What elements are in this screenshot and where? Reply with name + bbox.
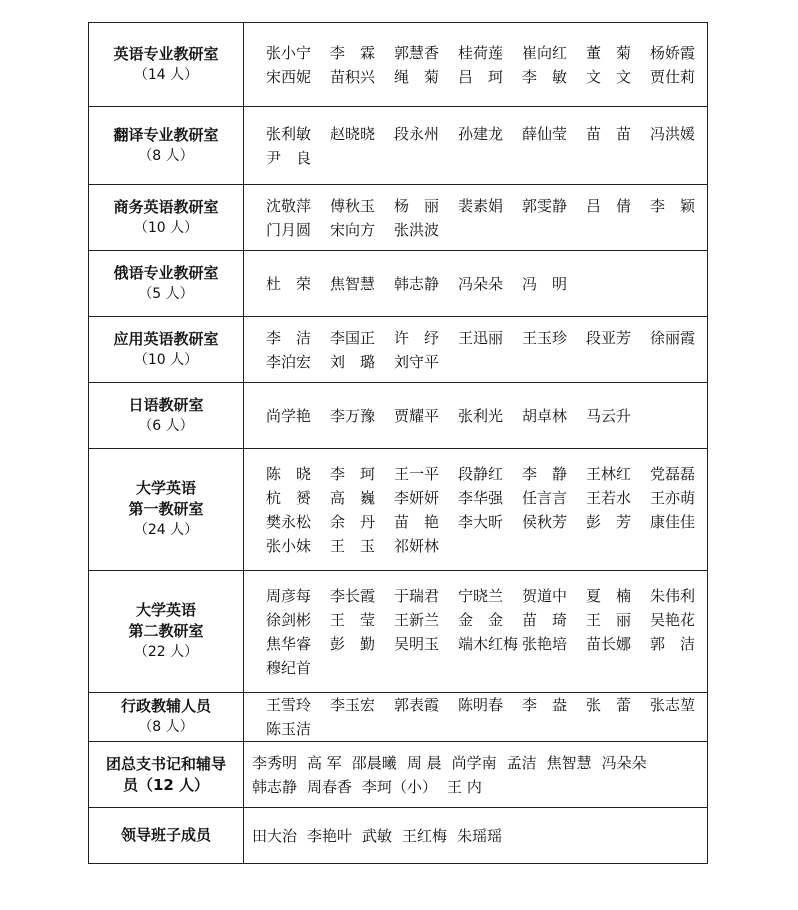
department-name: 翻译专业教研室 [113, 125, 219, 144]
member-line [266, 65, 701, 89]
member-line [252, 751, 701, 775]
department-cell [89, 449, 244, 571]
member-name: 冯 明 [522, 274, 568, 293]
members-cell [244, 23, 708, 107]
member-name: 赵晓晓 [330, 124, 376, 143]
member-name: 苗 苗 [586, 124, 632, 143]
member-line [266, 326, 701, 350]
member-line [266, 656, 701, 680]
member-name: 张小宁 [266, 43, 312, 62]
member-name: 杨娇霞 [650, 43, 696, 62]
member-name: 贾仕莉 [650, 67, 696, 86]
member-name: 樊永松 [266, 512, 312, 531]
member-name: 张小妹 [266, 536, 312, 555]
department-cell [89, 23, 244, 107]
member-line [266, 510, 701, 534]
member-line [266, 462, 701, 486]
member-name: 刘守平 [394, 352, 440, 371]
member-line [252, 775, 701, 799]
member-name: 武敏 [362, 826, 393, 845]
member-name: 孙建龙 [458, 124, 504, 143]
member-line [266, 404, 701, 428]
roster-row [89, 742, 708, 808]
members-cell [244, 251, 708, 317]
member-name: 董 菊 [586, 43, 632, 62]
member-name: 王 莹 [330, 610, 376, 629]
member-name: 贺道中 [522, 586, 568, 605]
member-name: 韩志静 [252, 777, 298, 796]
members-cell [244, 571, 708, 693]
member-name: 王一平 [394, 464, 440, 483]
member-count: （8 人） [138, 719, 194, 735]
roster-row [89, 317, 708, 383]
department-cell [89, 185, 244, 251]
member-name: 苗 艳 [394, 512, 440, 531]
member-name: 苗 琦 [522, 610, 568, 629]
roster-row [89, 808, 708, 864]
roster-row [89, 251, 708, 317]
members-cell [244, 449, 708, 571]
member-name: 陈玉洁 [266, 720, 312, 738]
member-name: 孟洁 [506, 753, 537, 772]
member-name: 吕 倩 [586, 196, 632, 215]
member-count: （14 人） [133, 66, 199, 83]
member-name: 张利光 [458, 406, 504, 425]
member-name: 余 丹 [330, 512, 376, 531]
department-cell [89, 571, 244, 693]
member-name: 王玉珍 [522, 328, 568, 347]
member-name: 桂荷莲 [458, 43, 504, 62]
member-name: 焦智慧 [330, 274, 376, 293]
department-cell [89, 251, 244, 317]
member-name: 焦华睿 [266, 634, 312, 653]
member-count: （5 人） [138, 285, 194, 302]
member-name: 徐剑彬 [266, 610, 312, 629]
roster-row [89, 693, 708, 742]
member-name: 康佳佳 [650, 512, 696, 531]
member-name: 高 军 [307, 753, 342, 772]
department-name: 第二教研室 [128, 622, 204, 640]
member-name: 李 盎 [522, 696, 568, 714]
member-name: 郭雯静 [522, 196, 568, 215]
member-name: 彭 勤 [330, 634, 376, 653]
member-name: 段静红 [458, 464, 504, 483]
member-name: 文 文 [586, 67, 632, 86]
member-name: 苗长娜 [586, 634, 632, 653]
department-name: 团总支书记和辅导 [105, 754, 226, 773]
roster-body [89, 23, 708, 864]
member-name: 任言言 [522, 488, 568, 507]
member-name: 李 颖 [650, 196, 696, 215]
member-name: 宋向方 [330, 220, 376, 239]
member-name: 朱瑶瑶 [457, 826, 503, 845]
member-name: 王若水 [586, 488, 632, 507]
member-line [266, 41, 701, 65]
member-line [266, 218, 701, 242]
department-name: 日语教研室 [128, 395, 204, 414]
department-name: 俄语专业教研室 [113, 263, 219, 282]
member-name: 彭 芳 [586, 512, 632, 531]
member-name: 徐丽霞 [650, 328, 696, 347]
member-line [266, 584, 701, 608]
member-name: 吴艳花 [650, 610, 696, 629]
member-line [266, 534, 701, 558]
member-name: 郭 洁 [650, 634, 696, 653]
member-name: 王 玉 [330, 536, 376, 555]
member-name: 李泊宏 [266, 352, 312, 371]
department-cell [89, 383, 244, 449]
department-name: 大学英语 [135, 601, 196, 619]
member-name: 陈明春 [458, 696, 504, 714]
member-name: 周 晨 [406, 753, 442, 772]
member-line [266, 717, 701, 741]
member-line [266, 608, 701, 632]
member-name: 陈 晓 [266, 464, 312, 483]
member-name: 李 洁 [266, 328, 312, 347]
member-name: 尚学艳 [266, 406, 312, 425]
member-name: 党磊磊 [650, 464, 696, 483]
member-line [252, 824, 701, 848]
member-line [266, 272, 701, 296]
member-name: 绳 菊 [394, 67, 440, 86]
roster-row [89, 449, 708, 571]
member-name: 周彦每 [266, 586, 312, 605]
member-name: 王雪玲 [266, 696, 312, 714]
roster-row [89, 23, 708, 107]
member-count: （22 人） [133, 644, 199, 660]
member-name: 胡卓林 [522, 406, 568, 425]
member-name: 王林红 [586, 464, 632, 483]
department-cell [89, 693, 244, 742]
member-name: 宁晓兰 [458, 586, 504, 605]
department-name: 员（12 人） [122, 775, 210, 794]
member-name: 金 金 [458, 610, 504, 629]
member-name: 门月圆 [266, 220, 312, 239]
member-name: 李珂（小） [362, 777, 438, 796]
member-name: 端木红梅 [458, 634, 519, 653]
member-name: 焦智慧 [546, 753, 592, 772]
member-name: 杭 赟 [266, 488, 312, 507]
member-name: 李艳叶 [307, 826, 353, 845]
member-name: 朱伟利 [650, 586, 696, 605]
member-name: 沈敬萍 [266, 196, 312, 215]
member-name: 李 霖 [330, 43, 376, 62]
member-name: 尚学南 [451, 753, 497, 772]
members-cell [244, 742, 708, 808]
department-cell [89, 742, 244, 808]
member-name: 崔向红 [522, 43, 568, 62]
member-name: 李秀明 [252, 753, 298, 772]
department-cell [89, 317, 244, 383]
member-name: 许 纾 [394, 328, 440, 347]
department-name: 第一教研室 [128, 500, 204, 518]
member-name: 尹 良 [266, 148, 312, 167]
members-cell [244, 693, 708, 742]
member-name: 李万豫 [330, 406, 376, 425]
member-name: 王亦萌 [650, 488, 696, 507]
member-line [266, 194, 701, 218]
members-cell [244, 383, 708, 449]
member-name: 周春香 [307, 777, 353, 796]
member-name: 马云升 [586, 406, 632, 425]
roster-row [89, 571, 708, 693]
member-count: （10 人） [133, 219, 199, 236]
member-name: 刘 璐 [330, 352, 376, 371]
member-name: 王迅丽 [458, 328, 504, 347]
roster-row [89, 185, 708, 251]
member-name: 王 丽 [586, 610, 632, 629]
department-name: 英语专业教研室 [113, 44, 219, 63]
member-name: 张艳培 [522, 634, 568, 653]
members-cell [244, 317, 708, 383]
department-name: 行政教辅人员 [120, 697, 211, 715]
member-name: 吴明玉 [394, 634, 440, 653]
member-name: 李玉宏 [330, 696, 376, 714]
member-line [266, 350, 701, 374]
member-line [266, 693, 701, 717]
member-name: 段永州 [394, 124, 440, 143]
department-name: 领导班子成员 [120, 826, 211, 844]
member-name: 田大治 [252, 826, 298, 845]
member-name: 祁妍林 [394, 536, 440, 555]
member-name: 傅秋玉 [330, 196, 376, 215]
member-name: 张利敏 [266, 124, 312, 143]
member-line [266, 632, 701, 656]
department-name: 大学英语 [135, 479, 196, 497]
member-line [266, 122, 701, 146]
member-name: 李国正 [330, 328, 376, 347]
member-count: （10 人） [133, 351, 199, 368]
members-cell [244, 808, 708, 864]
roster-row [89, 107, 708, 185]
member-name: 夏 楠 [586, 586, 632, 605]
member-name: 侯秋芳 [522, 512, 568, 531]
member-name: 王 内 [447, 777, 482, 796]
member-name: 冯朵朵 [601, 753, 647, 772]
roster-row [89, 383, 708, 449]
member-name: 李 静 [522, 464, 568, 483]
member-name: 李大昕 [458, 512, 504, 531]
member-name: 冯朵朵 [458, 274, 504, 293]
member-name: 李 敏 [522, 67, 568, 86]
member-name: 张 蕾 [586, 696, 632, 714]
member-name: 宋西妮 [266, 67, 312, 86]
member-name: 李妍妍 [394, 488, 440, 507]
member-line [266, 146, 701, 170]
member-name: 李长霞 [330, 586, 376, 605]
member-name: 张志堃 [650, 696, 696, 714]
staff-roster-table [88, 22, 708, 864]
member-name: 郭表霞 [394, 696, 440, 714]
department-name: 商务英语教研室 [113, 197, 219, 216]
members-cell [244, 107, 708, 185]
member-name: 李华强 [458, 488, 504, 507]
member-count: （8 人） [138, 147, 194, 164]
member-name: 张洪波 [394, 220, 440, 239]
member-count: （24 人） [133, 522, 199, 538]
department-cell [89, 808, 244, 864]
member-name: 贾耀平 [394, 406, 440, 425]
member-name: 苗积兴 [330, 67, 376, 86]
member-name: 吕 珂 [458, 67, 504, 86]
department-name: 应用英语教研室 [113, 329, 219, 348]
member-name: 段亚芳 [586, 328, 632, 347]
member-name: 王新兰 [394, 610, 440, 629]
member-name: 于瑞君 [394, 586, 440, 605]
member-name: 穆纪首 [266, 658, 312, 677]
member-name: 杨 丽 [394, 196, 440, 215]
member-name: 高 巍 [330, 488, 376, 507]
member-name: 李 珂 [330, 464, 376, 483]
member-name: 冯洪媛 [650, 124, 696, 143]
members-cell [244, 185, 708, 251]
member-name: 邵晨曦 [351, 753, 397, 772]
member-name: 韩志静 [394, 274, 440, 293]
member-name: 裴素娟 [458, 196, 504, 215]
department-cell [89, 107, 244, 185]
member-line [266, 486, 701, 510]
member-name: 薛仙莹 [522, 124, 568, 143]
member-count: （6 人） [138, 417, 194, 434]
member-name: 王红梅 [402, 826, 448, 845]
member-name: 郭慧香 [394, 43, 440, 62]
member-name: 杜 荣 [266, 274, 312, 293]
